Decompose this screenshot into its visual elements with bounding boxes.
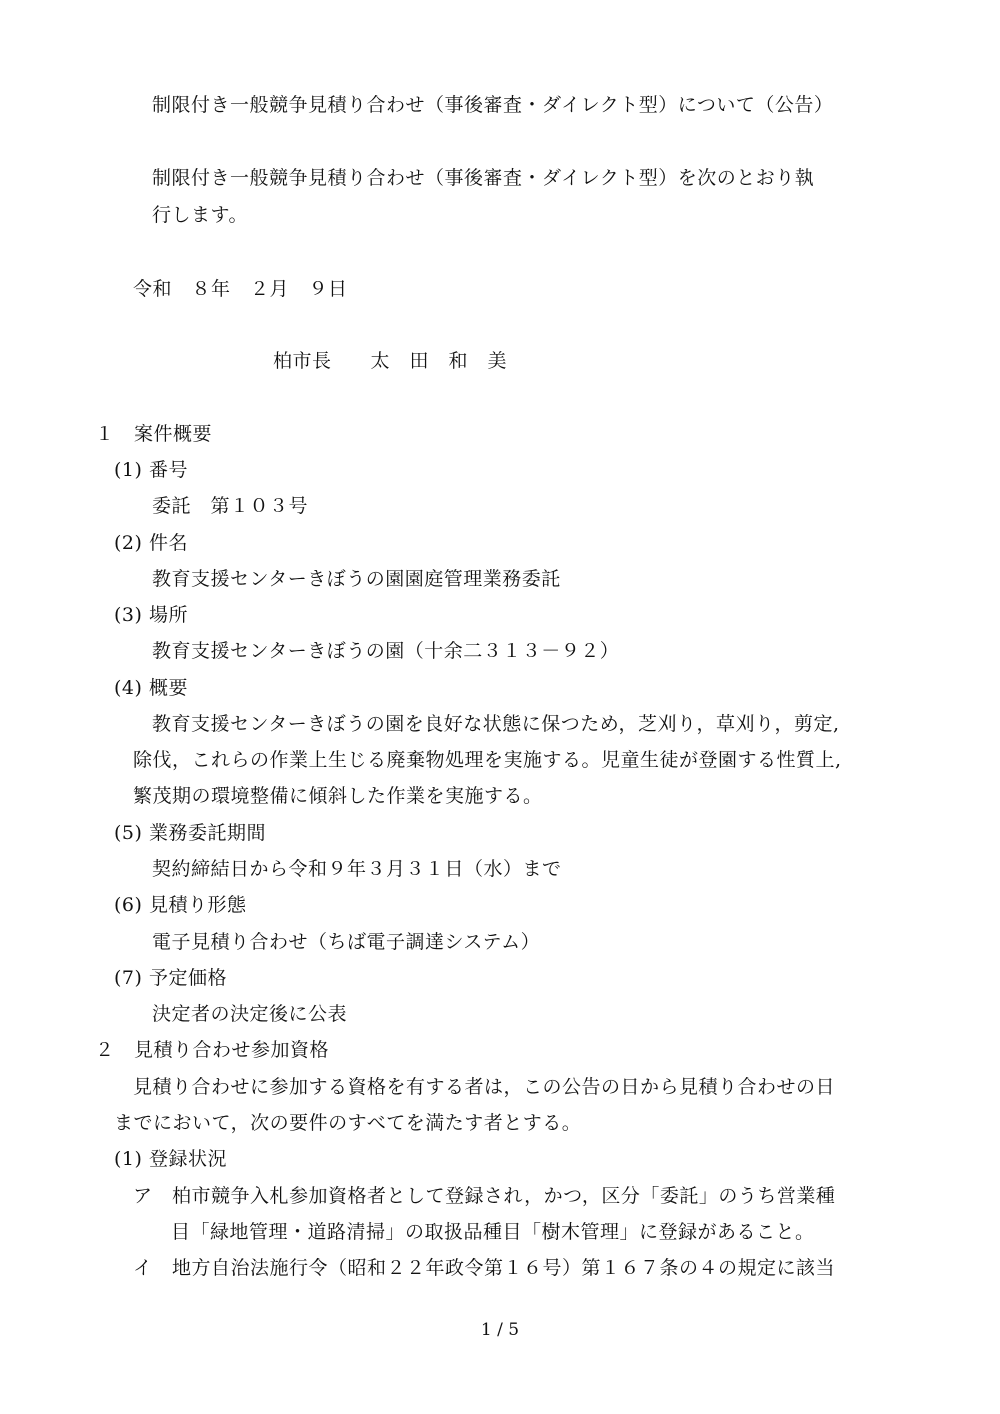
item-summary-line-3: 繁茂期の環境整備に傾斜した作業を実施する。: [133, 785, 543, 807]
item-summary-line-1: 教育支援センターきぼうの園を良好な状態に保つため，芝刈り，草刈り，剪定,: [152, 713, 840, 735]
registration-item-a-line-2: 目「緑地管理・道路清掃」の取扱品種目「樹木管理」に登録があること。: [171, 1221, 815, 1243]
item-price-label: (7) 予定価格: [114, 967, 227, 989]
item-place-value: 教育支援センターきぼうの園（十余二３１３－９２）: [152, 640, 620, 662]
intro-line-2: 行します。: [152, 204, 248, 226]
issue-date: 令和 ８年 ２月 ９日: [133, 278, 348, 300]
item-period-label: (5) 業務委託期間: [114, 822, 266, 844]
item-form-value: 電子見積り合わせ（ちば電子調達システム）: [152, 931, 541, 953]
item-number-value: 委託 第１０３号: [152, 495, 309, 517]
section-2-intro-line-2: までにおいて，次の要件のすべてを満たす者とする。: [114, 1112, 582, 1134]
item-period-value: 契約締結日から令和９年３月３１日（水）まで: [152, 858, 562, 880]
document-title: 制限付き一般競争見積り合わせ（事後審査・ダイレクト型）について（公告）: [152, 94, 834, 116]
item-summary-label: (4) 概要: [114, 677, 188, 699]
intro-line-1: 制限付き一般競争見積り合わせ（事後審査・ダイレクト型）を次のとおり執: [152, 167, 815, 189]
item-number-label: (1) 番号: [114, 459, 188, 481]
page-number: 1 / 5: [480, 1320, 520, 1340]
item-place-label: (3) 場所: [114, 604, 188, 626]
section-2-intro-line-1: 見積り合わせに参加する資格を有する者は，この公告の日から見積り合わせの日: [133, 1076, 836, 1098]
item-price-value: 決定者の決定後に公表: [152, 1003, 348, 1025]
item-form-label: (6) 見積り形態: [114, 894, 247, 916]
section-2-heading: ２ 見積り合わせ参加資格: [95, 1039, 330, 1061]
registration-item-i-line-1: イ 地方自治法施行令（昭和２２年政令第１６号）第１６７条の４の規定に該当: [133, 1257, 836, 1279]
registration-label: (1) 登録状況: [114, 1148, 227, 1170]
registration-item-a-line-1: ア 柏市競争入札参加資格者として登録され，かつ，区分「委託」のうち営業種: [133, 1185, 836, 1207]
item-subject-label: (2) 件名: [114, 532, 188, 554]
issuer-name: 柏市長 太 田 和 美: [273, 350, 508, 372]
section-1-heading: １ 案件概要: [95, 423, 213, 445]
item-subject-value: 教育支援センターきぼうの園園庭管理業務委託: [152, 568, 561, 590]
item-summary-line-2: 除伐，これらの作業上生じる廃棄物処理を実施する。児童生徒が登園する性質上,: [133, 749, 842, 771]
